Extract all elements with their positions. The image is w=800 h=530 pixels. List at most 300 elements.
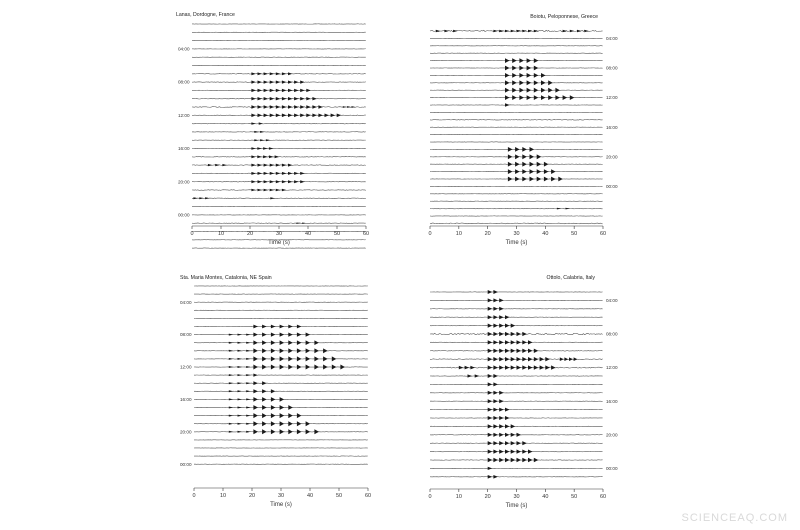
seismic-pulse bbox=[288, 365, 293, 370]
seismic-pulse bbox=[493, 324, 498, 328]
seismic-trace bbox=[430, 88, 603, 93]
seismic-trace bbox=[430, 177, 603, 182]
seismic-pulse bbox=[300, 89, 305, 92]
seismic-pulse bbox=[505, 433, 510, 437]
seismic-pulse bbox=[270, 197, 275, 199]
seismic-pulse bbox=[280, 348, 285, 353]
seismic-pulse bbox=[258, 114, 263, 118]
seismic-pulse bbox=[312, 97, 317, 100]
seismic-pulse bbox=[251, 89, 256, 92]
seismic-pulse bbox=[280, 365, 285, 370]
seismic-pulse bbox=[262, 421, 267, 426]
seismic-trace bbox=[194, 365, 368, 370]
seismic-pulse bbox=[528, 357, 533, 361]
seismic-trace bbox=[192, 105, 366, 109]
seismic-pulse bbox=[288, 325, 293, 329]
seismic-pulse bbox=[276, 172, 281, 175]
seismic-pulse bbox=[246, 398, 251, 400]
seismic-pulse bbox=[229, 407, 234, 409]
seismic-pulse bbox=[332, 365, 337, 370]
seismic-pulse bbox=[544, 177, 549, 182]
seismic-pulse bbox=[493, 424, 498, 428]
seismic-trace bbox=[430, 416, 603, 420]
seismic-pulse bbox=[271, 405, 276, 410]
seismic-pulse bbox=[270, 81, 275, 84]
seismic-pulse bbox=[282, 114, 287, 118]
seismic-pulse bbox=[528, 450, 533, 454]
seismic-pulse bbox=[505, 88, 510, 93]
seismic-trace bbox=[430, 162, 603, 167]
seismic-pulse bbox=[238, 390, 243, 392]
seismic-pulse bbox=[544, 162, 549, 167]
seismic-pulse bbox=[517, 332, 522, 336]
seismic-pulse bbox=[499, 357, 504, 361]
seismic-pulse bbox=[527, 58, 532, 63]
seismic-pulse bbox=[517, 340, 522, 344]
seismic-pulse bbox=[258, 81, 263, 84]
seismic-pulse bbox=[548, 80, 553, 85]
seismic-pulse bbox=[540, 357, 545, 361]
seismic-pulse bbox=[499, 365, 504, 369]
time-of-day-label: 20:00 bbox=[180, 429, 192, 435]
seismic-trace bbox=[430, 399, 603, 403]
seismic-pulse bbox=[493, 307, 498, 311]
seismic-pulse bbox=[527, 95, 532, 100]
seismic-pulse bbox=[251, 147, 256, 150]
seismic-pulse bbox=[251, 155, 256, 158]
seismic-pulse bbox=[288, 348, 293, 353]
seismic-pulse bbox=[493, 374, 498, 378]
seismic-pulse bbox=[499, 349, 504, 353]
seismic-pulse bbox=[323, 365, 328, 370]
seismic-pulse bbox=[534, 349, 539, 353]
seismic-pulse bbox=[300, 180, 305, 183]
seismic-pulse bbox=[222, 164, 227, 166]
seismic-pulse bbox=[530, 177, 535, 182]
seismic-pulse bbox=[505, 424, 510, 428]
seismic-pulse bbox=[264, 180, 269, 183]
seismic-pulse bbox=[238, 407, 243, 409]
seismic-pulse bbox=[512, 95, 517, 100]
seismic-pulse bbox=[499, 391, 504, 395]
seismic-pulse bbox=[545, 365, 550, 369]
seismic-trace bbox=[430, 66, 603, 71]
seismic-pulse bbox=[282, 89, 287, 92]
seismic-trace bbox=[430, 315, 603, 319]
x-tick-label: 30 bbox=[275, 231, 283, 237]
time-of-day-label: 12:00 bbox=[180, 364, 192, 370]
seismic-pulse bbox=[288, 164, 293, 167]
seismic-pulse bbox=[325, 114, 330, 118]
seismic-pulse bbox=[560, 357, 564, 361]
seismic-pulse bbox=[541, 95, 546, 100]
time-of-day-label: 16:00 bbox=[606, 124, 618, 130]
x-tick-label: 0 bbox=[190, 231, 194, 237]
seismic-pulse bbox=[530, 169, 535, 174]
seismic-pulse bbox=[527, 73, 532, 78]
seismic-pulse bbox=[238, 398, 243, 400]
seismic-pulse bbox=[282, 97, 287, 100]
x-tick-label: 50 bbox=[335, 493, 343, 499]
seismic-pulse bbox=[505, 450, 510, 454]
seismic-pulse bbox=[331, 114, 336, 118]
seismic-pulse bbox=[522, 30, 527, 32]
seismic-pulse bbox=[275, 155, 280, 158]
seismic-pulse bbox=[548, 88, 553, 93]
seismic-pulse bbox=[517, 458, 522, 462]
x-tick-label: 0 bbox=[192, 493, 196, 499]
seismic-trace bbox=[194, 325, 368, 329]
seismic-pulse bbox=[555, 95, 560, 100]
seismic-pulse bbox=[515, 147, 520, 152]
x-axis-label: Time (s) bbox=[505, 240, 528, 246]
seismic-pulse bbox=[251, 97, 256, 100]
seismic-pulse bbox=[258, 172, 263, 175]
seismic-pulse bbox=[488, 416, 493, 420]
x-tick-label: 30 bbox=[277, 493, 285, 499]
seismic-pulse bbox=[499, 458, 504, 462]
seismic-pulse bbox=[297, 340, 302, 345]
seismic-pulse bbox=[519, 73, 524, 78]
seismic-pulse bbox=[505, 58, 510, 63]
seismic-pulse bbox=[499, 307, 504, 311]
seismic-pulse bbox=[493, 290, 498, 294]
seismic-pulse bbox=[280, 421, 285, 426]
x-tick-label: 20 bbox=[248, 493, 256, 499]
seismogram-panel-3 bbox=[180, 275, 371, 508]
seismic-pulse bbox=[288, 429, 293, 434]
seismic-pulse bbox=[229, 374, 234, 376]
seismic-trace bbox=[430, 475, 603, 479]
seismic-trace bbox=[430, 30, 603, 32]
seismic-trace bbox=[194, 413, 368, 418]
seismic-pulse bbox=[517, 357, 522, 361]
seismic-pulse bbox=[515, 162, 520, 167]
seismic-pulse bbox=[340, 365, 345, 370]
seismic-pulse bbox=[505, 80, 510, 85]
seismic-pulse bbox=[271, 421, 276, 426]
seismic-pulse bbox=[522, 332, 527, 336]
seismic-pulse bbox=[541, 73, 546, 78]
seismic-pulse bbox=[517, 30, 522, 32]
seismic-pulse bbox=[258, 97, 263, 100]
time-of-day-label: 16:00 bbox=[606, 398, 618, 404]
seismic-trace bbox=[194, 340, 368, 345]
seismic-pulse bbox=[297, 429, 302, 434]
seismogram-panel-2 bbox=[428, 14, 617, 246]
seismic-pulse bbox=[253, 374, 258, 377]
seismic-trace bbox=[430, 357, 603, 361]
seismic-pulse bbox=[511, 450, 516, 454]
seismic-pulse bbox=[246, 342, 251, 344]
seismic-pulse bbox=[505, 357, 510, 361]
seismic-pulse bbox=[508, 154, 513, 159]
seismic-pulse bbox=[270, 172, 275, 175]
seismic-pulse bbox=[260, 139, 265, 141]
seismic-pulse bbox=[270, 189, 275, 192]
seismic-pulse bbox=[282, 81, 287, 84]
seismic-pulse bbox=[314, 356, 319, 361]
seismic-pulse bbox=[246, 390, 251, 392]
seismic-pulse bbox=[270, 114, 275, 118]
seismic-pulse bbox=[246, 374, 251, 376]
seismic-pulse bbox=[246, 334, 251, 336]
seismic-pulse bbox=[229, 415, 234, 417]
seismic-pulse bbox=[288, 405, 293, 410]
x-tick-label: 10 bbox=[219, 493, 227, 499]
seismic-pulse bbox=[306, 356, 311, 361]
seismic-pulse bbox=[522, 441, 527, 445]
seismic-pulse bbox=[251, 72, 256, 75]
time-of-day-label: 04:00 bbox=[606, 298, 618, 303]
seismic-pulse bbox=[262, 381, 267, 385]
seismic-trace bbox=[430, 450, 603, 454]
seismic-pulse bbox=[312, 105, 317, 109]
x-tick-label: 30 bbox=[513, 231, 520, 237]
seismic-trace bbox=[192, 131, 366, 133]
seismic-pulse bbox=[511, 324, 516, 328]
seismic-pulse bbox=[264, 72, 269, 75]
seismic-trace bbox=[194, 374, 368, 377]
seismic-pulse bbox=[522, 154, 527, 159]
seismic-pulse bbox=[505, 332, 510, 336]
seismic-pulse bbox=[511, 441, 516, 445]
seismic-pulse bbox=[253, 340, 258, 345]
seismic-pulse bbox=[318, 105, 323, 109]
seismic-pulse bbox=[551, 365, 556, 369]
seismic-pulse bbox=[534, 73, 539, 78]
seismic-pulse bbox=[297, 333, 302, 337]
seismic-pulse bbox=[522, 340, 527, 344]
seismic-trace bbox=[192, 72, 366, 75]
seismic-pulse bbox=[508, 147, 513, 152]
time-of-day-label: 04:00 bbox=[180, 299, 192, 305]
seismic-pulse bbox=[488, 290, 493, 294]
x-tick-label: 50 bbox=[571, 231, 578, 237]
seismic-pulse bbox=[537, 162, 542, 167]
x-tick-label: 0 bbox=[428, 231, 432, 237]
seismic-pulse bbox=[251, 81, 256, 84]
seismic-pulse bbox=[493, 416, 498, 420]
seismic-pulse bbox=[488, 332, 493, 336]
seismic-pulse bbox=[347, 106, 351, 108]
seismic-pulse bbox=[246, 423, 251, 425]
seismic-trace bbox=[430, 298, 603, 302]
seismic-pulse bbox=[499, 408, 504, 412]
seismic-pulse bbox=[522, 147, 527, 152]
seismic-pulse bbox=[294, 114, 299, 118]
watermark-text: SCIENCEAQ.COM bbox=[681, 512, 788, 524]
seismic-pulse bbox=[258, 189, 263, 192]
seismic-pulse bbox=[254, 131, 259, 133]
seismic-trace bbox=[192, 97, 366, 100]
seismic-pulse bbox=[314, 340, 319, 345]
seismic-pulse bbox=[296, 223, 301, 224]
seismic-pulse bbox=[253, 381, 258, 385]
seismic-pulse bbox=[488, 382, 493, 386]
seismic-trace bbox=[194, 333, 368, 337]
seismic-pulse bbox=[238, 342, 243, 344]
seismic-pulse bbox=[253, 365, 258, 370]
seismic-pulse bbox=[505, 340, 510, 344]
seismic-pulse bbox=[337, 114, 342, 118]
seismic-pulse bbox=[282, 164, 287, 167]
seismic-pulse bbox=[511, 332, 516, 336]
seismic-pulse bbox=[251, 105, 256, 109]
seismic-pulse bbox=[271, 356, 276, 361]
seismic-pulse bbox=[551, 177, 556, 182]
time-of-day-label: 04:00 bbox=[178, 46, 190, 52]
seismic-pulse bbox=[297, 421, 302, 426]
seismic-trace bbox=[192, 180, 366, 183]
seismic-pulse bbox=[493, 408, 498, 412]
seismic-pulse bbox=[271, 429, 276, 434]
seismic-trace bbox=[430, 365, 603, 369]
seismic-pulse bbox=[488, 349, 493, 353]
seismic-pulse bbox=[251, 189, 256, 192]
seismic-trace bbox=[192, 223, 366, 224]
x-tick-label: 40 bbox=[542, 494, 549, 500]
seismic-pulse bbox=[297, 356, 302, 361]
seismic-pulse bbox=[269, 147, 274, 150]
seismic-pulse bbox=[519, 80, 524, 85]
seismic-pulse bbox=[511, 340, 516, 344]
seismic-pulse bbox=[294, 89, 299, 92]
seismic-pulse bbox=[288, 114, 293, 118]
seismic-pulse bbox=[499, 324, 504, 328]
seismic-trace bbox=[430, 80, 603, 85]
seismic-trace bbox=[430, 169, 603, 174]
seismic-pulse bbox=[280, 325, 285, 329]
seismic-pulse bbox=[264, 97, 269, 100]
time-of-day-label: 16:00 bbox=[180, 397, 192, 402]
seismic-pulse bbox=[515, 177, 520, 182]
seismic-pulse bbox=[238, 366, 243, 368]
seismic-pulse bbox=[499, 298, 504, 302]
seismic-pulse bbox=[288, 340, 293, 345]
x-tick-label: 50 bbox=[571, 494, 578, 500]
seismic-pulse bbox=[511, 357, 516, 361]
seismic-pulse bbox=[282, 180, 287, 183]
seismic-trace bbox=[430, 424, 603, 428]
seismic-pulse bbox=[499, 315, 504, 319]
seismic-pulse bbox=[258, 89, 263, 92]
seismic-pulse bbox=[488, 315, 493, 319]
seismic-trace bbox=[430, 441, 603, 445]
seismic-pulse bbox=[515, 154, 520, 159]
seismic-trace bbox=[430, 223, 603, 224]
seismic-pulse bbox=[493, 340, 498, 344]
seismic-pulse bbox=[528, 365, 533, 369]
seismic-pulse bbox=[300, 114, 305, 118]
seismic-pulse bbox=[276, 105, 281, 109]
seismic-pulse bbox=[527, 80, 532, 85]
seismic-pulse bbox=[519, 95, 524, 100]
seismic-pulse bbox=[522, 365, 527, 369]
seismic-pulse bbox=[306, 429, 311, 434]
seismic-pulse bbox=[493, 458, 498, 462]
time-of-day-label: 00:00 bbox=[606, 466, 618, 471]
seismic-pulse bbox=[276, 72, 281, 75]
seismic-pulse bbox=[276, 180, 281, 183]
seismic-pulse bbox=[488, 475, 493, 479]
seismic-pulse bbox=[534, 66, 539, 71]
seismic-trace bbox=[192, 114, 366, 118]
seismic-pulse bbox=[499, 416, 504, 420]
seismic-pulse bbox=[251, 114, 256, 118]
seismic-pulse bbox=[528, 340, 533, 344]
seismic-pulse bbox=[563, 30, 568, 32]
seismic-pulse bbox=[570, 95, 575, 100]
seismic-pulse bbox=[282, 105, 287, 109]
seismic-pulse bbox=[499, 399, 504, 403]
seismic-pulse bbox=[229, 382, 234, 384]
seismic-trace bbox=[192, 155, 366, 158]
seismic-pulse bbox=[270, 97, 275, 100]
seismic-pulse bbox=[493, 349, 498, 353]
seismic-pulse bbox=[208, 164, 213, 166]
seismic-pulse bbox=[270, 164, 275, 167]
seismic-pulse bbox=[534, 30, 539, 32]
seismic-pulse bbox=[238, 334, 243, 336]
seismic-pulse bbox=[271, 397, 276, 402]
seismic-pulse bbox=[253, 397, 258, 402]
seismic-pulse bbox=[306, 421, 311, 426]
seismic-pulse bbox=[511, 424, 516, 428]
seismic-pulse bbox=[515, 169, 520, 174]
seismic-pulse bbox=[297, 348, 302, 353]
time-of-day-label: 20:00 bbox=[606, 154, 618, 160]
seismic-pulse bbox=[229, 366, 234, 368]
seismic-trace bbox=[194, 405, 368, 410]
seismic-pulse bbox=[505, 73, 510, 78]
seismic-trace bbox=[192, 197, 366, 199]
seismic-pulse bbox=[505, 349, 510, 353]
seismic-pulse bbox=[528, 458, 533, 462]
seismic-trace bbox=[192, 189, 366, 192]
seismic-pulse bbox=[522, 177, 527, 182]
seismic-pulse bbox=[282, 72, 287, 75]
seismic-pulse bbox=[488, 298, 493, 302]
x-tick-label: 20 bbox=[484, 231, 491, 237]
seismic-pulse bbox=[306, 105, 311, 109]
seismic-pulse bbox=[288, 105, 293, 109]
seismic-pulse bbox=[323, 348, 328, 353]
seismic-pulse bbox=[215, 164, 220, 166]
x-tick-label: 40 bbox=[542, 231, 549, 237]
seismic-pulse bbox=[493, 332, 498, 336]
x-tick-label: 60 bbox=[362, 231, 370, 237]
seismic-pulse bbox=[238, 358, 243, 360]
seismic-pulse bbox=[306, 97, 311, 100]
seismic-pulse bbox=[534, 80, 539, 85]
seismic-pulse bbox=[246, 350, 251, 352]
seismic-pulse bbox=[271, 413, 276, 418]
seismic-pulse bbox=[297, 325, 302, 329]
seismic-pulse bbox=[302, 223, 307, 224]
seismic-pulse bbox=[537, 154, 542, 159]
seismic-pulse bbox=[282, 172, 287, 175]
seismic-pulse bbox=[262, 413, 267, 418]
seismic-trace bbox=[430, 382, 603, 386]
panel-title: Lanas, Dordogne, France bbox=[176, 12, 235, 18]
seismic-pulse bbox=[534, 88, 539, 93]
seismic-pulse bbox=[276, 81, 281, 84]
seismic-pulse bbox=[505, 66, 510, 71]
x-tick-label: 40 bbox=[304, 231, 312, 237]
seismic-pulse bbox=[288, 333, 293, 337]
seismic-pulse bbox=[534, 357, 539, 361]
